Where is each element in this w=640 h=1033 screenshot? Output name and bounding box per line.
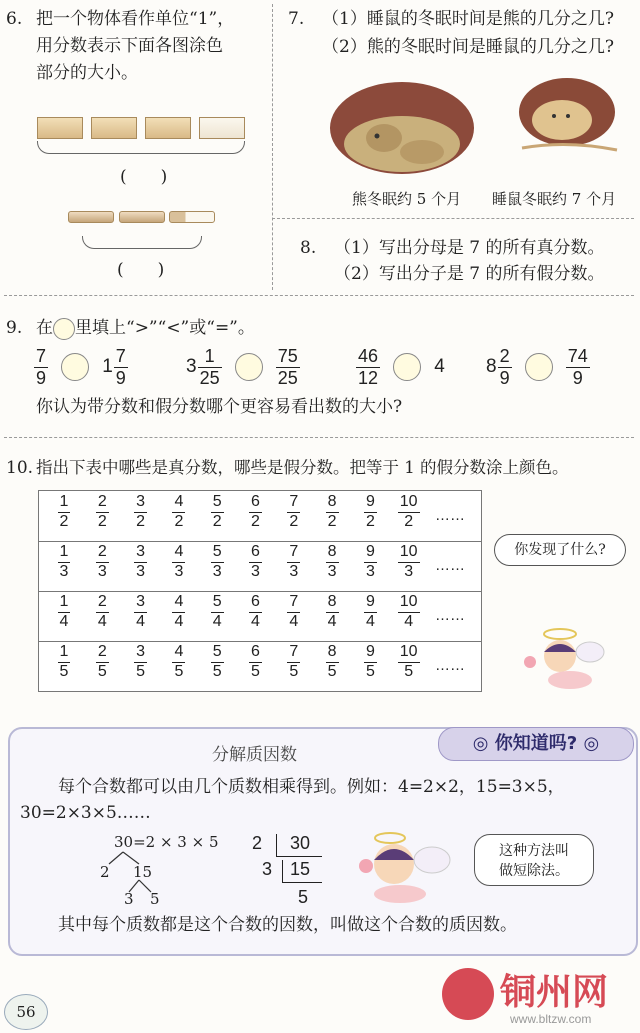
ellipsis: …… [435,607,465,624]
tree-node-3: 3 [124,890,134,908]
q9-instr-b: 里填上“>”“<”或“=”。 [75,318,255,338]
fraction-cell[interactable]: $\frac{5}{5}$ [212,643,222,680]
fraction-cell[interactable]: $\frac{1}{5}$ [59,643,69,680]
fraction: $\frac{75}{25}$ [277,346,298,388]
fraction-cell[interactable]: $\frac{8}{3}$ [327,543,337,580]
fraction-cell[interactable]: $\frac{8}{2}$ [327,493,337,530]
q9-instruction [36,317,255,340]
fraction-cell[interactable]: $\frac{3}{4}$ [136,593,146,630]
q10-number: 10. [6,458,34,478]
fraction-row [39,491,481,542]
fraction-cell[interactable]: $\frac{8}{4}$ [327,593,337,630]
fraction-cell[interactable]: $\frac{3}{5}$ [136,643,146,680]
fraction-cell[interactable]: $\frac{6}{3}$ [251,543,260,580]
fraction: $\frac{7}{9}$ [115,346,126,388]
fraction-cell[interactable]: $\frac{9}{5}$ [365,643,375,680]
fraction-cell[interactable]: $\frac{6}{2}$ [251,493,260,530]
div-divisor-3: 3 [262,859,273,879]
page-number: 56 [4,994,48,1030]
speech-bubble-short-division [474,834,594,886]
div-quotient-15: 15 [290,859,311,879]
did-you-know-tag: ◎ 你知道吗? ◎ [438,727,634,761]
hibernating-animals-illustration [322,70,632,180]
speech-bubble-discovery: 你发现了什么? [494,534,626,566]
fraction-row [39,541,481,592]
stick-3-partial [169,211,215,223]
compare-circle-4[interactable] [525,353,553,381]
q7-number: 7. [288,9,305,29]
q8-line-1: （1）写出分母是 7 的所有真分数。 [334,238,605,258]
tree-top: 30=2 × 3 × 5 [114,833,219,851]
fraction-cell[interactable]: $\frac{4}{2}$ [174,493,184,530]
fraction-cell[interactable]: $\frac{5}{3}$ [212,543,222,580]
watermark-url: www.bltzw.com [510,1012,592,1026]
ellipsis: …… [435,657,465,674]
ellipsis: …… [435,557,465,574]
q7-line-1: （1）睡鼠的冬眠时间是熊的几分之几? [322,9,614,29]
caption-dormouse: 睡鼠冬眠约 7 个月 [492,190,617,208]
compare-circle-3[interactable] [393,353,421,381]
div-result-5: 5 [298,887,309,907]
caption-bear: 熊冬眠约 5 个月 [352,190,462,208]
tree-node-2: 2 [100,863,110,881]
stick-2 [119,211,165,223]
fraction-cell[interactable]: $\frac{2}{5}$ [97,643,107,680]
fraction-cell[interactable]: $\frac{1}{2}$ [59,493,69,530]
fraction-cell[interactable]: $\frac{10}{5}$ [399,643,418,680]
watermark-name: 铜州网 [500,972,609,1013]
fraction-cell[interactable]: $\frac{4}{3}$ [174,543,184,580]
q8-number: 8. [300,238,317,258]
q9-item-3: $\frac{46}{12}$ 4 [358,346,445,388]
q8-line-2: （2）写出分子是 7 的所有假分数。 [334,264,605,284]
fraction-cell[interactable]: $\frac{10}{4}$ [399,593,418,630]
fraction-cell[interactable]: $\frac{10}{2}$ [399,493,418,530]
info-line-2: 30=2×3×5…… [20,803,151,823]
divider-q9 [4,295,634,296]
angel-child-icon [520,622,610,692]
fraction-cell[interactable]: $\frac{7}{2}$ [289,493,299,530]
fraction: $\frac{74}{9}$ [567,346,588,388]
div-divisor-2: 2 [252,833,263,853]
q6-blank-2: ( ) [117,260,165,280]
div-bar-1 [276,834,277,856]
ellipsis: …… [435,507,465,524]
fraction-cell[interactable]: $\frac{5}{2}$ [212,493,222,530]
block-2 [91,117,137,139]
fraction: $\frac{1}{25}$ [199,346,220,388]
fraction-cell[interactable]: $\frac{3}{3}$ [136,543,146,580]
q9-item-2: 3 $\frac{1}{25}$ $\frac{75}{25}$ [186,346,298,388]
q9-instr-a: 在 [36,318,53,338]
info-title: 分解质因数 [212,745,297,765]
div-dividend-30: 30 [290,833,311,853]
q9-question: 你认为带分数和假分数哪个更容易看出数的大小? [36,397,403,417]
fraction-cell[interactable]: $\frac{8}{5}$ [327,643,337,680]
fraction-cell[interactable]: $\frac{2}{4}$ [97,593,107,630]
divider-vertical [272,4,273,290]
fractions-table [38,490,482,692]
fraction-row [39,591,481,642]
stick-1 [68,211,114,223]
fraction-cell[interactable]: $\frac{4}{4}$ [174,593,184,630]
bubble-line-2: 做短除法。 [499,863,569,879]
fraction-cell[interactable]: $\frac{6}{4}$ [251,593,260,630]
div-line-1 [276,856,322,857]
q6-line-1: 把一个物体看作单位“1”， [36,9,235,29]
compare-circle-2[interactable] [235,353,263,381]
info-conclusion: 其中每个质数都是这个合数的因数，叫做这个合数的质因数。 [58,915,517,935]
q9-item-1: $\frac{7}{9}$ 1 $\frac{7}{9}$ [36,346,126,388]
bubble-line-1: 这种方法叫 [499,843,569,859]
fraction: $\frac{2}{9}$ [499,346,510,388]
fraction-row [39,641,481,691]
fraction-cell[interactable]: $\frac{3}{2}$ [136,493,146,530]
fraction-cell[interactable]: $\frac{2}{2}$ [97,493,107,530]
brace-1 [37,141,245,154]
compare-circle-1[interactable] [61,353,89,381]
divider-q10 [4,437,634,438]
info-line-1: 每个合数都可以由几个质数相乘得到。例如：4=2×2，15=3×5， [58,777,565,797]
divider-q7-q8 [272,218,634,219]
q6-number: 6. [6,9,23,29]
fraction-cell[interactable]: $\frac{9}{4}$ [365,593,375,630]
fraction-cell[interactable]: $\frac{7}{4}$ [289,593,299,630]
block-3 [145,117,191,139]
watermark-logo-icon [442,968,494,1020]
q6-line-2: 用分数表示下面各图涂色 [36,36,223,56]
fraction-cell[interactable]: $\frac{7}{5}$ [289,643,299,680]
fraction-cell[interactable]: $\frac{7}{3}$ [289,543,299,580]
q9-item-4: 8 $\frac{2}{9}$ $\frac{74}{9}$ [486,346,588,388]
q7-line-2: （2）熊的冬眠时间是睡鼠的几分之几? [322,37,614,57]
angel-child-icon [352,826,462,906]
q9-number: 9. [6,318,23,338]
block-4-unshaded [199,117,245,139]
fraction-cell[interactable]: $\frac{6}{5}$ [251,643,260,680]
fraction: $\frac{7}{9}$ [36,346,47,388]
div-bar-2 [282,860,283,882]
q6-blank-1: ( ) [120,167,168,187]
fraction-cell[interactable]: $\frac{1}{4}$ [59,593,69,630]
fraction-cell[interactable]: $\frac{2}{3}$ [97,543,107,580]
fraction-cell[interactable]: $\frac{5}{4}$ [212,593,222,630]
fraction-cell[interactable]: $\frac{9}{3}$ [365,543,375,580]
fraction-cell[interactable]: $\frac{9}{2}$ [365,493,375,530]
tree-node-5: 5 [150,890,160,908]
q10-text: 指出下表中哪些是真分数，哪些是假分数。把等于 1 的假分数涂上颜色。 [36,458,569,477]
q6-line-3: 部分的大小。 [36,63,138,83]
tree-node-15: 15 [133,863,153,881]
fraction-cell[interactable]: $\frac{1}{3}$ [59,543,69,580]
div-line-2 [282,882,322,883]
block-1 [37,117,83,139]
fraction: $\frac{46}{12}$ [358,346,379,388]
brace-2 [82,236,202,249]
fraction-cell[interactable]: $\frac{4}{5}$ [174,643,184,680]
fraction-cell[interactable]: $\frac{10}{3}$ [399,543,418,580]
circle-icon [53,318,75,340]
